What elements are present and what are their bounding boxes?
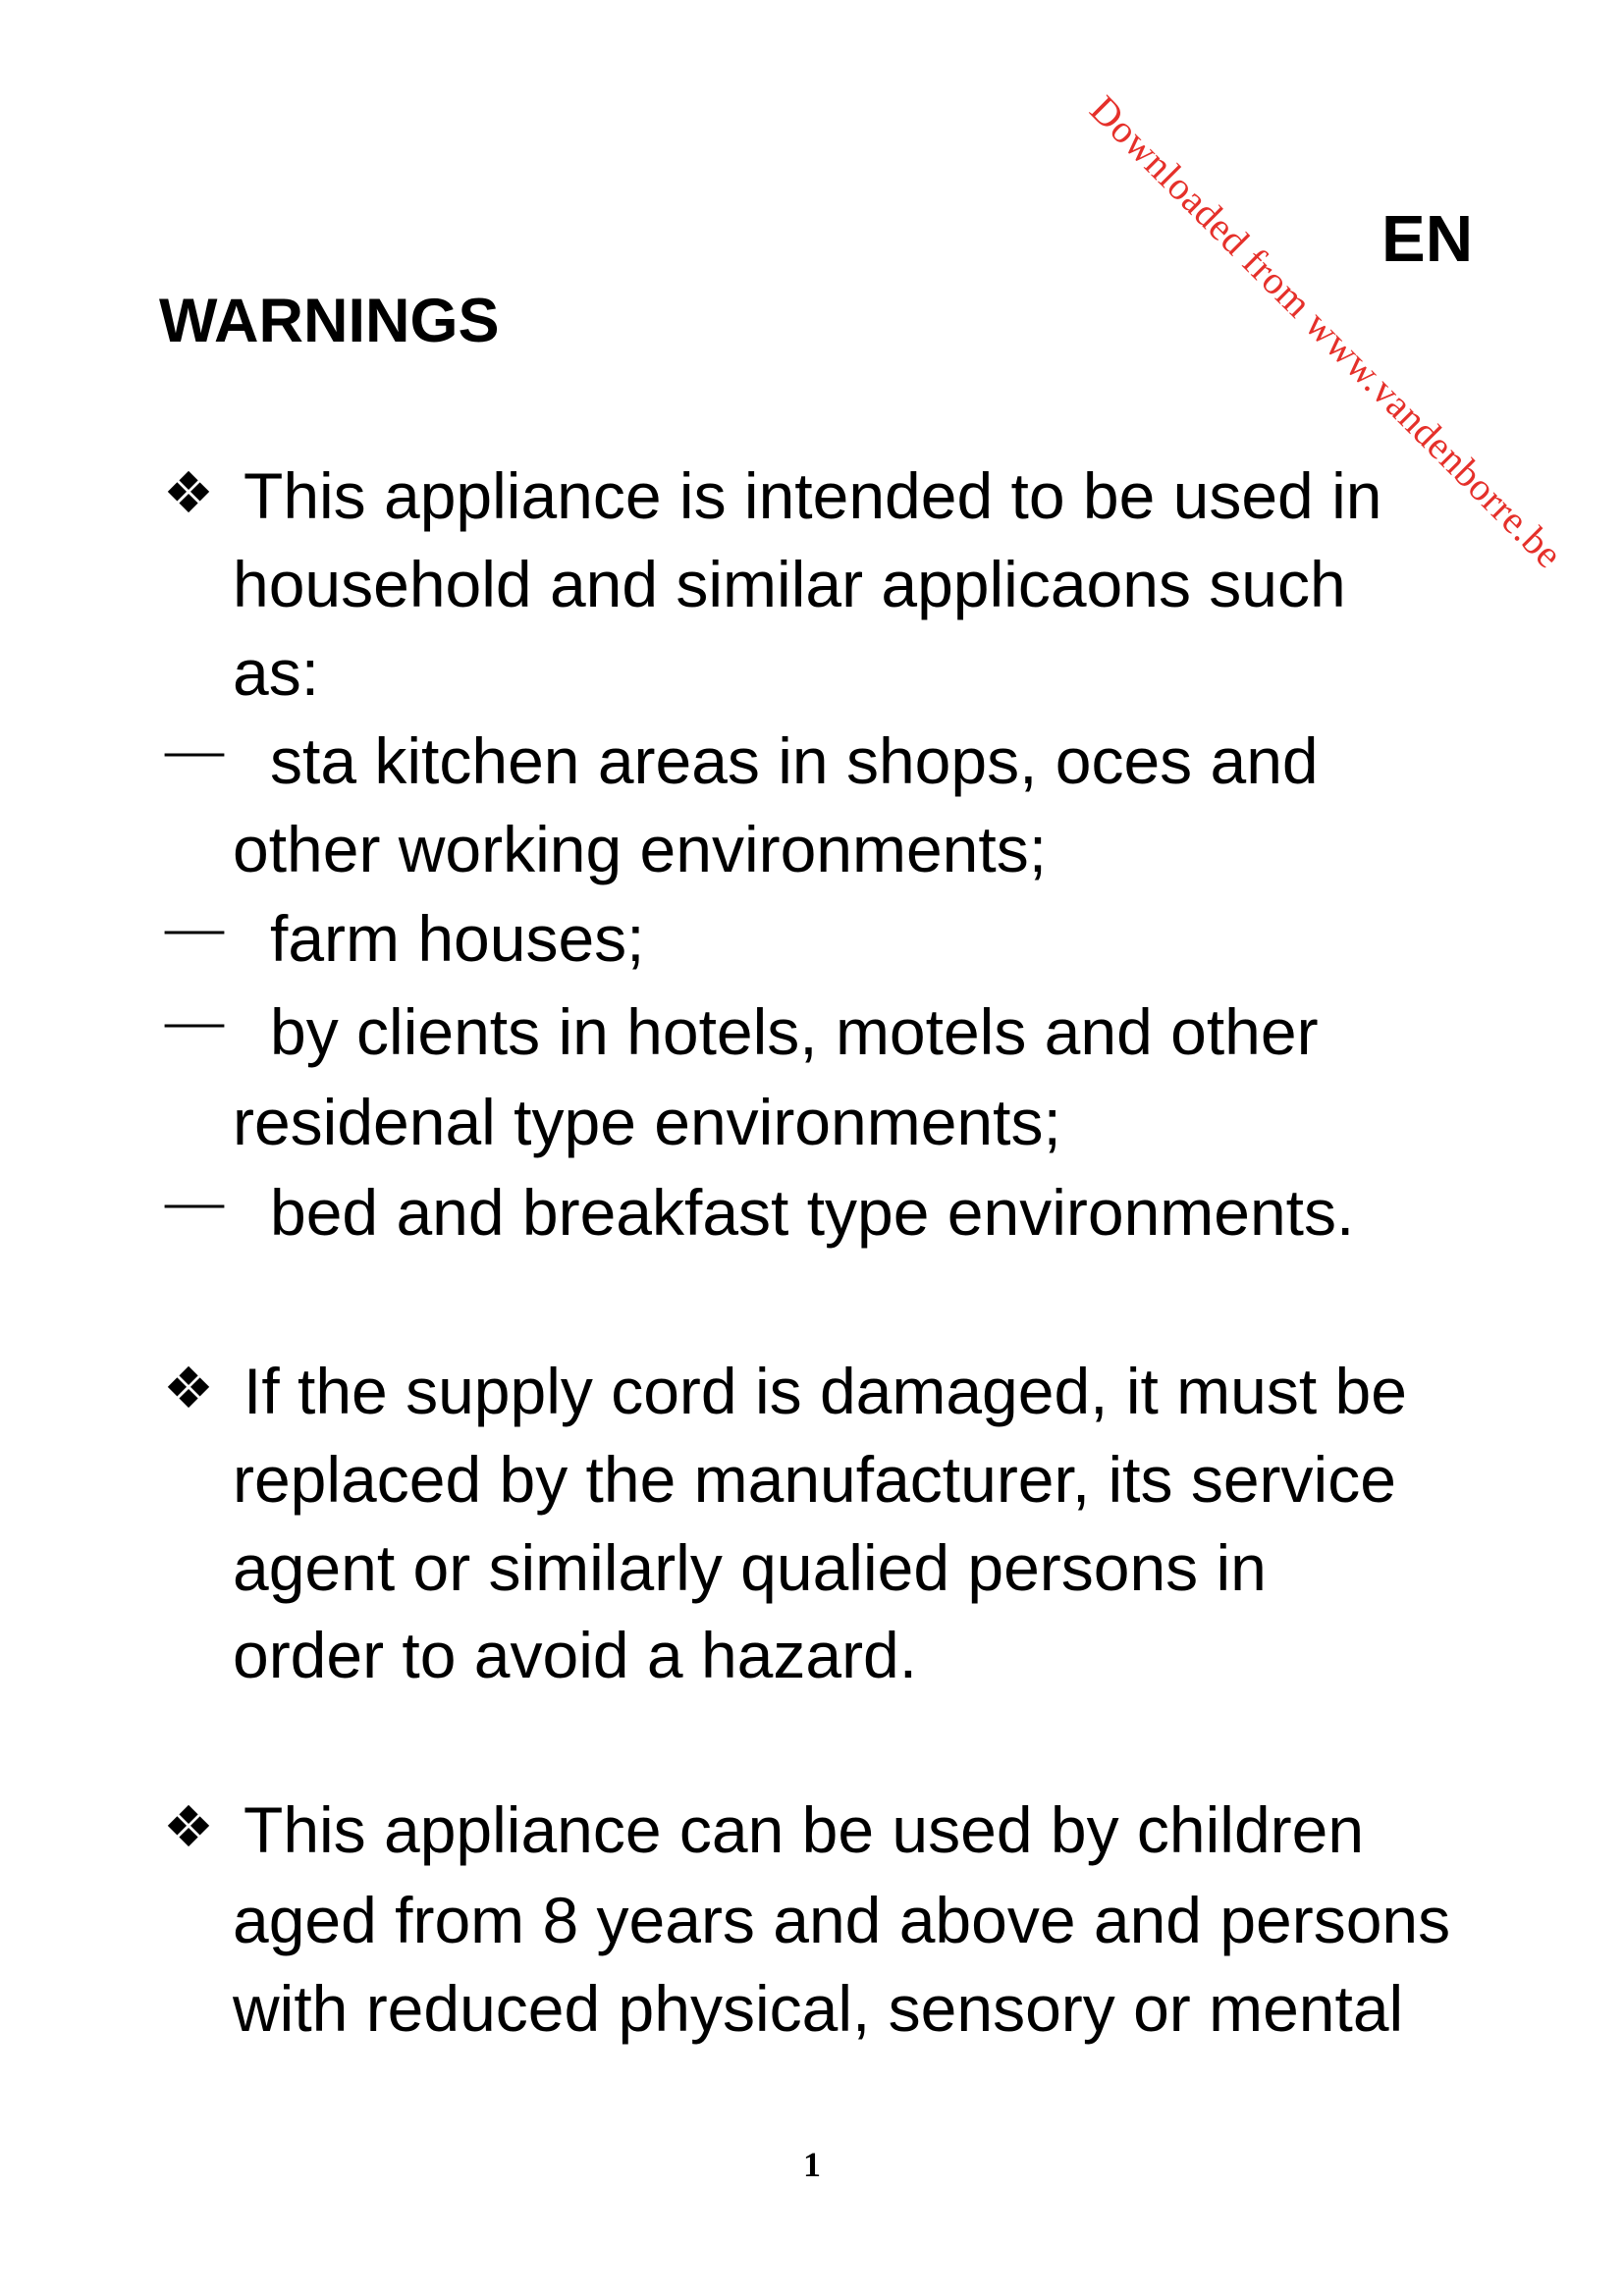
warning-1-line-2: household and similar applicaons such [233,548,1346,620]
diamond-bullet-icon: ❖ [163,1355,214,1421]
usage-item-3-line-1: by clients in hotels, motels and other [270,995,1319,1068]
diamond-bullet-icon: ❖ [163,1793,214,1860]
list-dash: — [165,894,224,959]
usage-item-4-line-1: bed and breakfast type environments. [270,1176,1355,1249]
list-dash: — [165,1168,224,1233]
warning-2-line-1: If the supply cord is damaged, it must be [244,1355,1407,1427]
usage-item-3-line-2: residenal type environments; [233,1086,1061,1158]
warning-1-line-1: This appliance is intended to be used in [244,459,1382,532]
warning-3-line-2: aged from 8 years and above and persons [233,1884,1451,1956]
usage-item-1-line-1: sta kitchen areas in shops, oces and [270,724,1319,797]
language-label: EN [1381,202,1474,276]
warning-3-line-3: with reduced physical, sensory or mental [233,1972,1404,2045]
diamond-bullet-icon: ❖ [163,459,214,526]
list-dash: — [165,717,224,781]
page-number: 1 [803,2145,821,2184]
warning-2-line-4: order to avoid a hazard. [233,1619,918,1691]
usage-item-2-line-1: farm houses; [270,902,645,975]
usage-item-1-line-2: other working environments; [233,813,1048,885]
warning-2-line-2: replaced by the manufacturer, its service [233,1443,1396,1516]
warning-1-line-3: as: [233,636,320,709]
list-dash: — [165,988,224,1052]
watermark-text: Downloaded from www.vandenborre.be [1081,86,1572,577]
warnings-heading: WARNINGS [159,287,500,355]
warning-2-line-3: agent or similarly qualied persons in [233,1531,1267,1604]
warning-3-line-1: This appliance can be used by children [244,1793,1365,1866]
